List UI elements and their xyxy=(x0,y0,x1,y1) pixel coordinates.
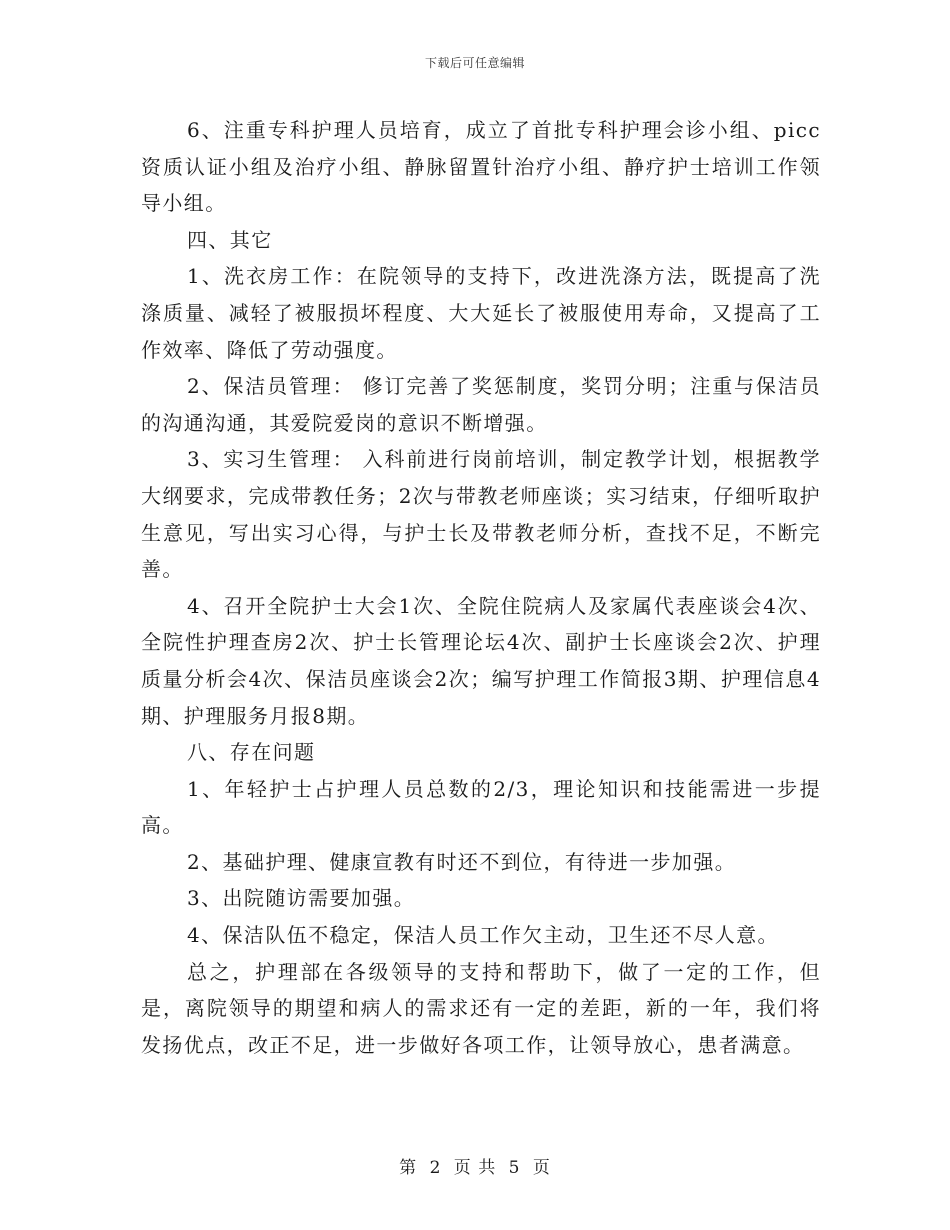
paragraph-interns: 3、实习生管理： 入科前进行岗前培训，制定教学计划，根据教学大纲要求，完成带教任务；2次与带教老师座谈；实习结束，仔细听取护生意见，写出实习心得，与护士长及带教老师分析，查找不足，不断完善。 xyxy=(141,447,821,582)
section-heading-other: 四、其它 xyxy=(187,227,273,252)
paragraph-meetings: 4、召开全院护士大会1次、全院住院病人及家属代表座谈会4次、全院性护理查房2次、护士长管理论坛4次、副护士长座谈会2次、护理质量分析会4次、保洁员座谈会2次；编写护理工作简报3期、护理信息4期、护理服务月报8期。 xyxy=(141,593,821,728)
paragraph-problem-2: 2、基础护理、健康宣教有时还不到位，有待进一步加强。 xyxy=(187,849,737,874)
footer-suffix: 页 xyxy=(532,1158,551,1178)
paragraph-laundry: 1、洗衣房工作：在院领导的支持下，改进洗涤方法，既提高了洗涤质量、减轻了被服损坏程度、大大延长了被服使用寿命，又提高了工作效率、降低了劳动强度。 xyxy=(141,264,821,362)
paragraph-problem-3: 3、出院随访需要加强。 xyxy=(187,886,416,911)
paragraph-problem-1: 1、年轻护士占护理人员总数的2/3，理论知识和技能需进一步提高。 xyxy=(141,776,821,838)
footer-middle: 页 共 xyxy=(453,1158,497,1178)
footer-prefix: 第 xyxy=(399,1158,418,1178)
paragraph-summary: 总之，护理部在各级领导的支持和帮助下，做了一定的工作，但是，离院领导的期望和病人的需求还有一定的差距，新的一年，我们将发扬优点，改正不足，进一步做好各项工作，让领导放心，患者满意。 xyxy=(141,959,821,1057)
paragraph-specialist-training: 6、注重专科护理人员培育，成立了首批专科护理会诊小组、picc资质认证小组及治疗小组、静脉留置针治疗小组、静疗护士培训工作领导小组。 xyxy=(141,118,821,216)
page-header: 下载后可任意编辑 xyxy=(424,56,525,70)
footer-total-pages: 5 xyxy=(508,1158,521,1178)
section-heading-problems: 八、存在问题 xyxy=(187,740,316,765)
paragraph-problem-4: 4、保洁队伍不稳定，保洁人员工作欠主动，卫生还不尽人意。 xyxy=(187,923,779,948)
paragraph-cleaning-staff: 2、保洁员管理： 修订完善了奖惩制度，奖罚分明；注重与保洁员的沟通沟通，其爱院爱岗的意识不断增强。 xyxy=(141,374,821,435)
page-footer xyxy=(0,1153,950,1178)
document-body xyxy=(141,112,821,1063)
footer-page-number: 2 xyxy=(429,1158,442,1178)
